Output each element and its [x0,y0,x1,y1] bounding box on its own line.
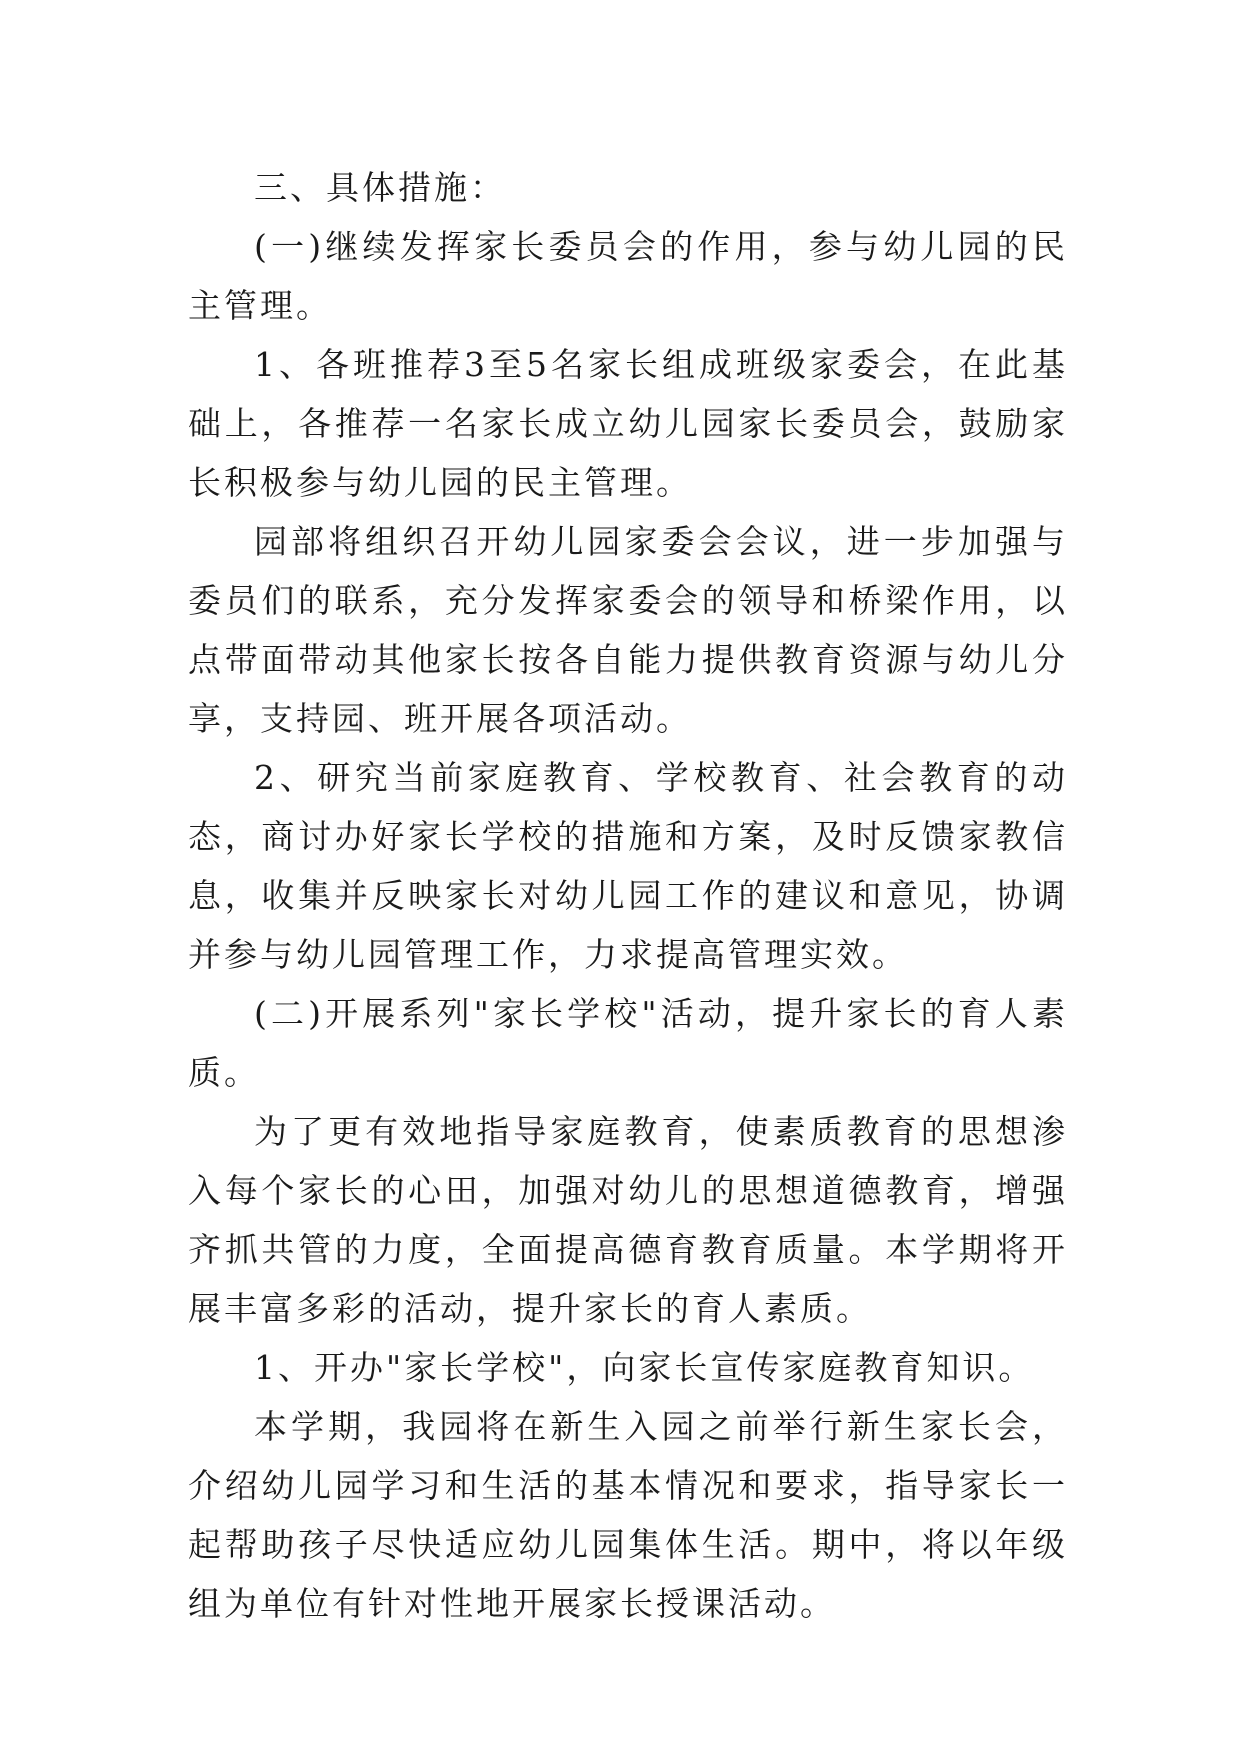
paragraph-guide-family-education: 为了更有效地指导家庭教育，使素质教育的思想渗入每个家长的心田，加强对幼儿的思想道德教育，增强齐抓共管的力度，全面提高德育教育质量。本学期将开展丰富多彩的活动，提升家长的育人素质。 [188,1112,1068,1328]
paragraph-committee-meeting: 园部将组织召开幼儿园家委会会议，进一步加强与委员们的联系，充分发挥家委会的领导和桥梁作用，以点带面带动其他家长按各自能力提供教育资源与幼儿分享，支持园、班开展各项活动。 [188,522,1068,738]
subsection-heading-parent-school: (二)开展系列"家长学校"活动，提升家长的育人素质。 [188,994,1068,1092]
subsection-heading-parent-committee: (一)继续发挥家长委员会的作用，参与幼儿园的民主管理。 [188,227,1068,325]
paragraph-research-education: 2、研究当前家庭教育、学校教育、社会教育的动态，商讨办好家长学校的措施和方案，及时反馈家教信息，收集并反映家长对幼儿园工作的建议和意见，协调并参与幼儿园管理工作，力求提高管理实效。 [188,758,1068,974]
document-body [188,158,1068,1633]
paragraph-class-committee: 1、各班推荐3至5名家长组成班级家委会，在此基础上，各推荐一名家长成立幼儿园家长委员会，鼓励家长积极参与幼儿园的民主管理。 [188,345,1068,502]
paragraph-new-parents-meeting: 本学期，我园将在新生入园之前举行新生家长会，介绍幼儿园学习和生活的基本情况和要求，指导家长一起帮助孩子尽快适应幼儿园集体生活。期中，将以年级组为单位有针对性地开展家长授课活动。 [188,1407,1068,1623]
section-heading-measures: 三、具体措施： [254,168,506,207]
paragraph-open-parent-school: 1、开办"家长学校"，向家长宣传家庭教育知识。 [254,1348,1035,1387]
